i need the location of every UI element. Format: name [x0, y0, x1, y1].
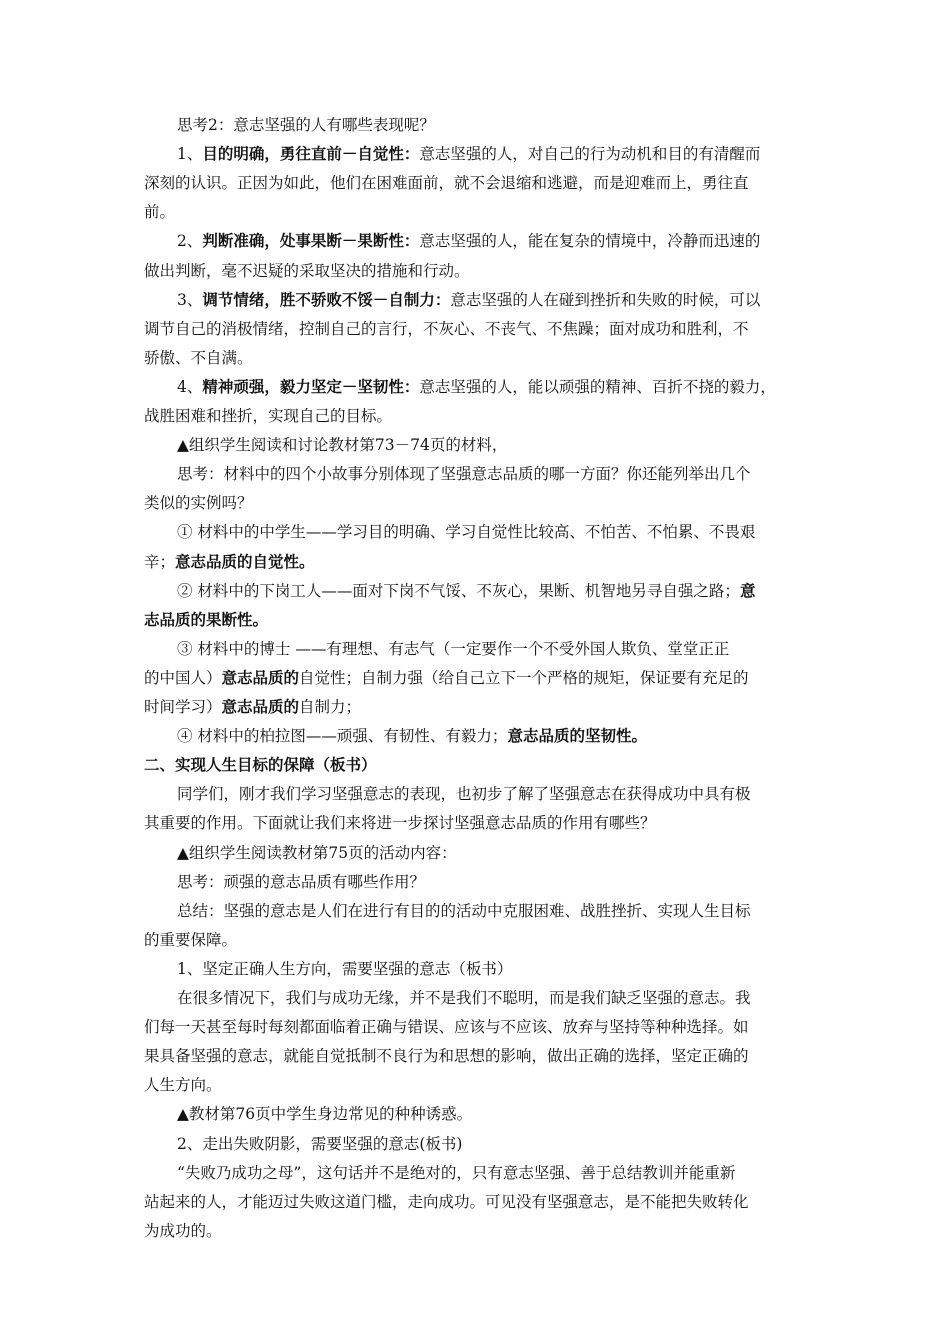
text-line — [144, 489, 824, 517]
text-run: 时间学习） — [144, 698, 222, 716]
text-line — [144, 344, 824, 372]
text-line — [144, 606, 824, 634]
text-line — [177, 518, 827, 546]
text-run: ③ 材料中的博士 ——有理想、有志气（一定要作一个不受外国人欺负、堂堂正正 — [177, 640, 730, 658]
text-line — [177, 1130, 827, 1158]
text-line — [177, 373, 827, 401]
text-run: 果具备坚强的意志，就能自觉抵制不良行为和思想的影响，做出正确的选择，坚定正确的 — [144, 1047, 749, 1065]
text-run: 类似的实例吗？ — [144, 494, 253, 512]
text-line — [177, 577, 827, 605]
bold-text: 目的明确，勇往直前－自觉性： — [202, 144, 420, 163]
text-line — [177, 722, 827, 750]
text-line — [144, 1188, 824, 1216]
text-run: 思考：顽强的意志品质有哪些作用？ — [177, 873, 426, 891]
text-run: 自制力； — [299, 698, 362, 716]
text-run: 意志坚强的人在碰到挫折和失败的时候，可以 — [450, 291, 761, 309]
text-run: 2、 — [177, 232, 203, 250]
text-run: “失败乃成功之母”，这句话并不是绝对的，只有意志坚强、善于总结教训并能重新 — [177, 1164, 736, 1182]
text-line — [144, 402, 824, 430]
text-run: 人生方向。 — [144, 1076, 222, 1094]
text-run: ① 材料中的中学生——学习目的明确、学习自觉性比较高、不怕苦、不怕累、不畏艰 — [177, 523, 756, 541]
text-run: 总结：坚强的意志是人们在进行有目的的活动中克服困难、战胜挫折、实现人生目标 — [177, 902, 751, 920]
bold-text: 精神顽强，毅力坚定－坚韧性： — [202, 377, 420, 396]
text-line — [144, 315, 824, 343]
text-run: 的重要保障。 — [144, 931, 238, 949]
text-line — [177, 431, 827, 459]
text-line — [177, 140, 827, 168]
text-line — [177, 868, 827, 896]
text-line — [144, 1013, 824, 1041]
text-line — [177, 955, 827, 983]
text-run: 1、 — [177, 145, 203, 163]
text-run: ④ 材料中的柏拉图——顽强、有韧性、有毅力； — [177, 727, 508, 745]
text-line — [177, 984, 827, 1012]
text-line — [144, 257, 824, 285]
bold-text: 意 — [739, 581, 756, 600]
text-run: 思考：材料中的四个小故事分别体现了坚强意志品质的哪一方面？你还能列举出几个 — [177, 465, 751, 483]
bold-text: 调节情绪，胜不骄败不馁－自制力： — [202, 290, 451, 309]
text-run: 意志坚强的人，能以顽强的精神、百折不挠的毅力， — [419, 378, 776, 396]
bold-text: 意志品质的 — [221, 668, 300, 687]
text-line — [177, 635, 827, 663]
text-line — [144, 1217, 824, 1245]
text-line — [177, 1100, 827, 1128]
text-line — [177, 780, 827, 808]
text-run: 们每一天甚至每时每刻都面临着正确与错误、应该与不应该、放弃与坚持等种种选择。如 — [144, 1018, 749, 1036]
bold-text: 判断准确，处事果断－果断性： — [202, 231, 420, 250]
bold-text: 意志品质的 — [221, 697, 300, 716]
text-run: 3、 — [177, 291, 203, 309]
bold-text: 二、实现人生目标的保障（板书） — [144, 755, 377, 774]
text-line — [177, 460, 827, 488]
text-run: ▲组织学生阅读和讨论教材第73－74页的材料， — [177, 436, 508, 454]
text-line — [177, 227, 827, 255]
text-line — [177, 839, 827, 867]
text-run: 其重要的作用。下面就让我们来将进一步探讨坚强意志品质的作用有哪些？ — [144, 814, 656, 832]
text-run: 4、 — [177, 378, 203, 396]
text-line — [177, 111, 827, 139]
text-run: 骄傲、不自满。 — [144, 349, 253, 367]
text-run: 自觉性；自制力强（给自己立下一个严格的规矩，保证要有充足的 — [299, 669, 749, 687]
text-line — [144, 926, 824, 954]
text-run: 1、坚定正确人生方向，需要坚强的意志（板书） — [177, 960, 513, 978]
text-run: ② 材料中的下岗工人——面对下岗不气馁、不灰心，果断、机智地另寻自强之路； — [177, 582, 740, 600]
text-run: 同学们，刚才我们学习坚强意志的表现，也初步了解了坚强意志在获得成功中具有极 — [177, 785, 751, 803]
text-run: 的中国人） — [144, 669, 222, 687]
text-line — [177, 286, 827, 314]
text-line — [144, 169, 824, 197]
text-line — [144, 1071, 824, 1099]
text-line — [144, 198, 824, 226]
text-line — [177, 1159, 827, 1187]
text-line — [144, 693, 824, 721]
text-run: ▲组织学生阅读教材第75页的活动内容： — [177, 844, 457, 862]
text-line — [144, 809, 824, 837]
text-line — [177, 897, 827, 925]
text-run: 意志坚强的人，对自己的行为动机和目的有清醒而 — [419, 145, 761, 163]
bold-text: 意志品质的坚韧性。 — [507, 726, 647, 745]
text-run: 2、走出失败阴影，需要坚强的意志(板书) — [177, 1135, 463, 1153]
text-run: 做出判断，毫不迟疑的采取坚决的措施和行动。 — [144, 262, 470, 280]
text-run: 在很多情况下，我们与成功无缘，并不是我们不聪明，而是我们缺乏坚强的意志。我 — [177, 989, 751, 1007]
bold-text: 意志品质的自觉性。 — [175, 552, 315, 571]
text-line — [144, 664, 824, 692]
text-run: 前。 — [144, 203, 176, 221]
text-run: 调节自己的消极情绪，控制自己的言行，不灰心、不丧气、不焦躁；面对成功和胜利，不 — [144, 320, 749, 338]
text-run: 辛； — [144, 553, 176, 571]
text-run: 站起来的人，才能迈过失败这道门槛，走向成功。可见没有坚强意志，是不能把失败转化 — [144, 1193, 749, 1211]
text-run: 为成功的。 — [144, 1222, 222, 1240]
text-line — [144, 1042, 824, 1070]
text-run: ▲教材第76页中学生身边常见的种种诱惑。 — [177, 1105, 473, 1123]
bold-text: 志品质的果断性。 — [144, 610, 269, 629]
text-run: 战胜困难和挫折，实现自己的目标。 — [144, 407, 393, 425]
text-line — [144, 751, 824, 779]
text-run: 深刻的认识。正因为如此，他们在困难面前，就不会退缩和逃避，而是迎难而上，勇往直 — [144, 174, 749, 192]
text-line — [144, 548, 824, 576]
text-run: 意志坚强的人，能在复杂的情境中，冷静而迅速的 — [419, 232, 761, 250]
text-run: 思考2：意志坚强的人有哪些表现呢？ — [177, 116, 435, 134]
